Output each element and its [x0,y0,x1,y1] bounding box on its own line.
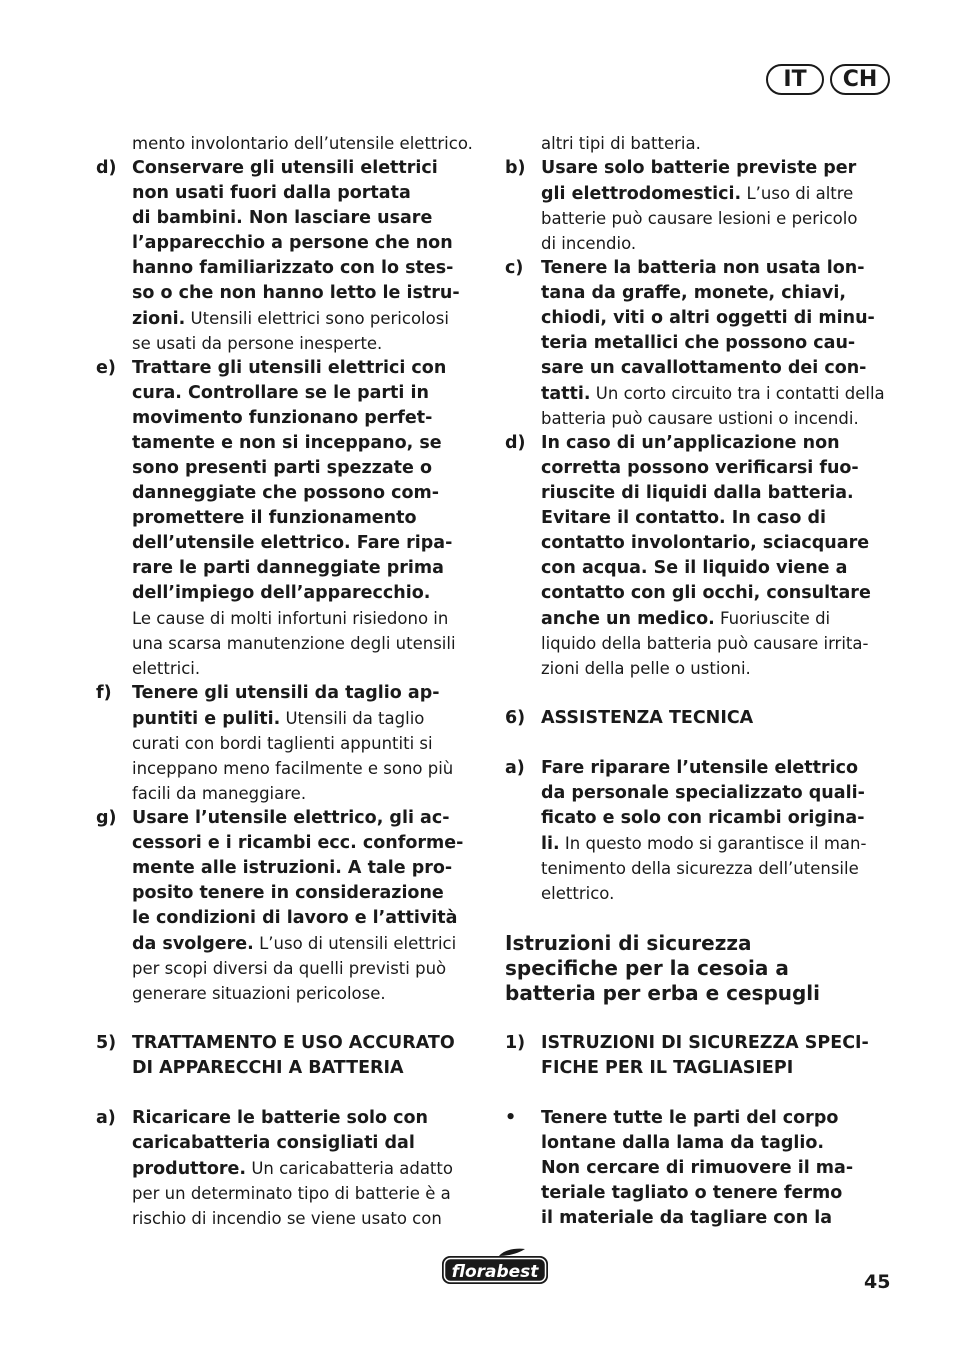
item-a-line: a) Ricaricare le batterie solo con [96,1106,481,1131]
text-line: hanno familiarizzato con lo stes- [132,258,454,278]
text-line: dell’utensile elettrico. Fare ripa- [132,533,453,553]
text-line: danneggiate che possono com- [132,483,439,503]
spacer [96,1006,481,1031]
item-e-line: e) Trattare gli utensili elettrici con [96,356,481,381]
text-line: movimento funzionano perfet- [132,408,433,428]
bullet-line: • Tenere tutte le parti del corpo [505,1106,890,1131]
spacer [505,906,890,931]
bullet-icon: • [505,1108,517,1128]
lang-tag-it: IT [766,64,824,95]
item-f-line: f) Tenere gli utensili da taglio ap- [96,681,481,706]
text-line: rischio di incendio se viene usato con [132,1209,442,1228]
item-label: f) [96,683,112,703]
text-line: zioni della pelle o ustioni. [541,659,751,678]
text-line: di incendio. [541,234,637,253]
text-line: una scarsa manutenzione degli utensili [132,634,456,653]
item-label: d) [505,433,526,453]
section-label: 1) [505,1033,526,1053]
text-line: facili da maneggiare. [132,784,307,803]
text-line: di bambini. Non lasciare usare [132,208,433,228]
leaf-icon [499,1249,525,1256]
text-line: sare un cavallottamento dei con- [541,358,867,378]
language-tags [766,64,890,95]
text-line: DI APPARECCHI A BATTERIA [132,1058,404,1078]
text-line: teriale tagliato o tenere fermo [541,1183,843,1203]
section-label: 5) [96,1033,117,1053]
section-heading: Istruzioni di sicurezza [505,931,752,955]
text-line: so o che non hanno letto le istru- [132,283,460,303]
item-d-line: d) Conservare gli utensili elettrici [96,156,481,181]
text-line: zioni. Utensili elettrici sono pericolosi [132,309,449,329]
page-number: 45 [864,1271,891,1293]
item-label: c) [505,258,524,278]
text-line: batteria può causare ustioni o incendi. [541,409,859,428]
text-line: batterie può causare lesioni e pericolo [541,209,858,228]
text-line: elettrici. [132,659,201,678]
text-line: mente alle istruzioni. A tale pro- [132,858,453,878]
text-line: riuscite di liquidi dalla batteria. [541,483,854,503]
item-label: e) [96,358,116,378]
section-1-heading: 1) ISTRUZIONI DI SICUREZZA SPECI- [505,1031,890,1056]
text-line: Evitare il contatto. In caso di [541,508,827,528]
text-line: con acqua. Se il liquido viene a [541,558,848,578]
item-label: a) [96,1108,116,1128]
text-line: l’apparecchio a persone che non [132,233,453,253]
text-line: anche un medico. Fuoriuscite di [541,609,831,629]
item-label: b) [505,158,526,178]
item-d-line: d) In caso di un’applicazione non [505,431,890,456]
lang-tag-ch: CH [830,64,890,95]
text-line: tamente e non si inceppano, se [132,433,442,453]
text-line: da svolgere. L’uso di utensili elettrici [132,934,457,954]
text-line: sono presenti parti spezzate o [132,458,433,478]
section-heading: batteria per erba e cespugli [505,981,821,1005]
text-line: da personale specializzato quali- [541,783,865,803]
text-line: cessori e i ricambi ecc. conforme- [132,833,464,853]
left-column [96,131,481,1231]
florabest-logo [439,1247,551,1287]
item-c-line: c) Tenere la batteria non usata lon- [505,256,890,281]
text-line: per scopi diversi da quelli previsti può [132,959,447,978]
item-g-line: g) Usare l’utensile elettrico, gli ac- [96,806,481,831]
text-line: Non cercare di rimuovere il ma- [541,1158,854,1178]
text-line: teria metallici che possono cau- [541,333,856,353]
item-label: d) [96,158,117,178]
text-line: le condizioni di lavoro e l’attività [132,908,458,928]
item-label: g) [96,808,117,828]
section-label: 6) [505,708,526,728]
section-5-heading: 5) TRATTAMENTO E USO ACCURATO [96,1031,481,1056]
spacer [505,731,890,756]
text-line: contatto involontario, sciacquare [541,533,870,553]
text-line: elettrico. [541,884,615,903]
text-line: tenimento della sicurezza dell’utensile [541,859,859,878]
text-line: il materiale da tagliare con la [541,1208,833,1228]
text-line: caricabatteria consigliati dal [132,1133,415,1153]
spacer [505,1081,890,1106]
section-6-heading: 6) ASSISTENZA TECNICA [505,706,890,731]
item-label: a) [505,758,525,778]
text-line: li. In questo modo si garantisce il man- [541,834,867,854]
text-line: tatti. Un corto circuito tra i contatti della [541,384,885,404]
text-line: curati con bordi taglienti appuntiti si [132,734,433,753]
spacer [505,681,890,706]
text-line: cura. Controllare se le parti in [132,383,429,403]
text-line: se usati da persone inesperte. [132,334,383,353]
text-line: liquido della batteria può causare irrita- [541,634,869,653]
text-line: produttore. Un caricabatteria adatto [132,1159,453,1179]
text-line: FICHE PER IL TAGLIASIEPI [541,1058,794,1078]
item-a-line: a) Fare riparare l’utensile elettrico [505,756,890,781]
text-line: per un determinato tipo di batterie è a [132,1184,451,1203]
spacer [505,1006,890,1031]
text-line: generare situazioni pericolose. [132,984,386,1003]
text-line: posito tenere in considerazione [132,883,444,903]
text-line: lontane dalla lama da taglio. [541,1133,825,1153]
text-line: inceppano meno facilmente e sono più [132,759,454,778]
text-line: corretta possono verificarsi fuo- [541,458,859,478]
item-b-line: b) Usare solo batterie previste per [505,156,890,181]
text-line: tana da graffe, monete, chiavi, [541,283,846,303]
right-column [505,131,890,1231]
text-line: gli elettrodomestici. L’uso di altre [541,184,854,204]
text-line: mento involontario dell’utensile elettrico. [132,134,473,153]
text-line: Le cause di molti infortuni risiedono in [132,609,449,628]
text-line: puntiti e puliti. Utensili da taglio [132,709,425,729]
text-line: contatto con gli occhi, consultare [541,583,871,603]
spacer [96,1081,481,1106]
text-line: chiodi, viti o altri oggetti di minu- [541,308,875,328]
text-line: rare le parti danneggiate prima [132,558,444,578]
text-line: altri tipi di batteria. [541,134,701,153]
section-heading: specifiche per la cesoia a [505,956,789,980]
logo-text: florabest [451,1262,539,1282]
text-line: promettere il funzionamento [132,508,417,528]
text-line: dell’impiego dell’apparecchio. [132,583,431,603]
text-line: ficato e solo con ricambi origina- [541,808,865,828]
text-line: non usati fuori dalla portata [132,183,411,203]
